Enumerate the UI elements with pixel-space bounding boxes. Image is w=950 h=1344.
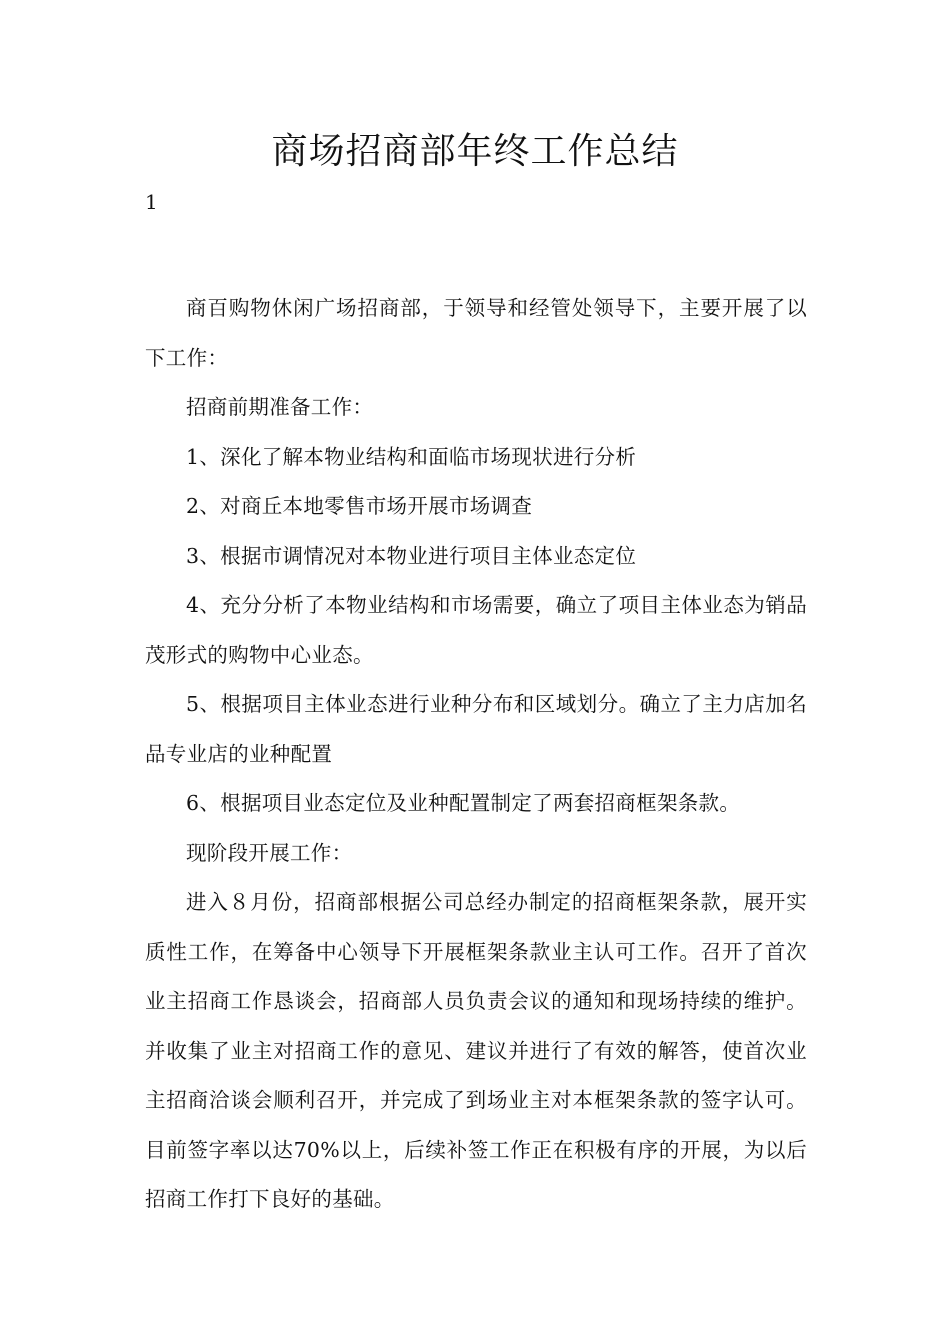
- document-body: [145, 284, 807, 1225]
- paragraph-item-4: 4、充分分析了本物业结构和市场需要，确立了项目主体业态为销品茂形式的购物中心业态。: [145, 593, 807, 667]
- paragraph-current-work: 进入８月份，招商部根据公司总经办制定的招商框架条款，展开实质性工作，在筹备中心领导下开展框架条款业主认可工作。召开了首次业主招商工作恳谈会，招商部人员负责会议的通知和现场持续的维护。并收集了业主对招商工作的意见、建议并进行了有效的解答，使首次业主招商洽谈会顺利召开，并完成了到场业主对本框架条款的签字认可。目前签字率以达70%以上，后续补签工作正在积极有序的开展，为以后招商工作打下良好的基础。: [145, 890, 807, 1211]
- page-number: 1: [145, 190, 158, 214]
- paragraph-intro: 商百购物休闲广场招商部，于领导和经管处领导下，主要开展了以下工作：: [145, 296, 807, 370]
- paragraph-item-3: 3、根据市调情况对本物业进行项目主体业态定位: [186, 543, 637, 568]
- paragraph-item-5: 5、根据项目主体业态进行业种分布和区域划分。确立了主力店加名品专业店的业种配置: [145, 692, 807, 766]
- paragraph-section-heading-prep: 招商前期准备工作：: [186, 395, 374, 419]
- paragraph-section-heading-current: 现阶段开展工作：: [186, 840, 353, 865]
- paragraph-item-1: 1、深化了解本物业结构和面临市场现状进行分析: [186, 444, 637, 469]
- paragraph-item-2: 2、对商丘本地零售市场开展市场调查: [186, 494, 533, 518]
- paragraph-item-6: 6、根据项目业态定位及业种配置制定了两套招商框架条款。: [186, 791, 741, 815]
- document-title: 商场招商部年终工作总结: [271, 131, 679, 172]
